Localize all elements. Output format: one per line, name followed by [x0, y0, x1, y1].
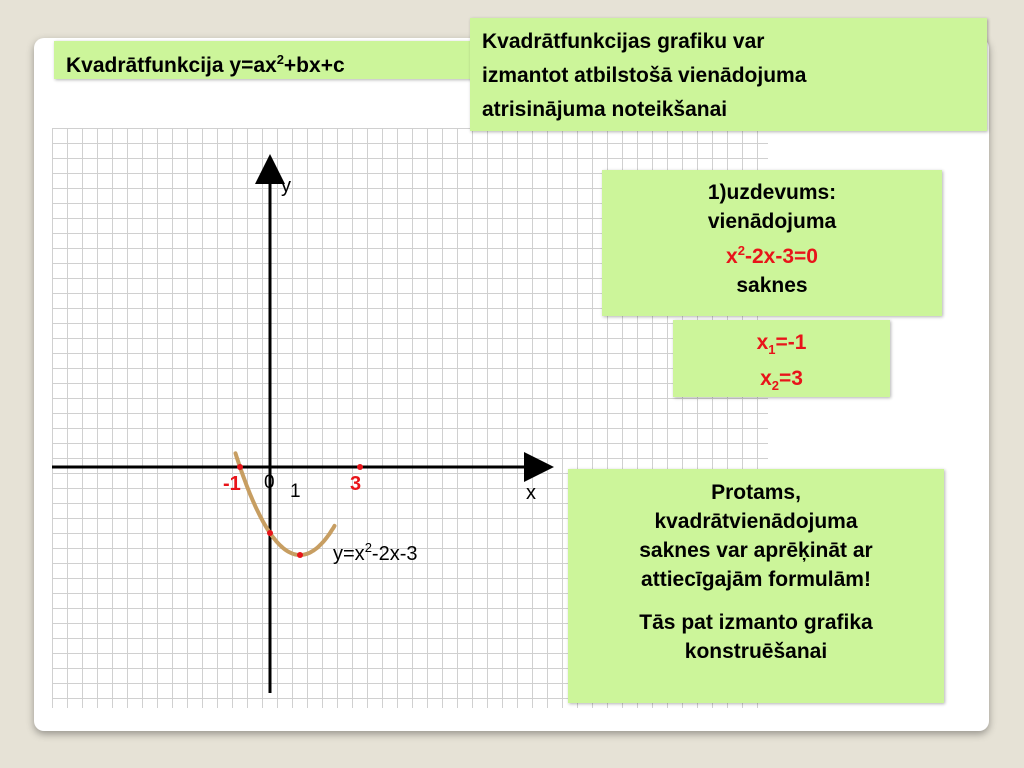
y-axis-label: y	[281, 175, 291, 197]
conclusion-paragraph-2: Tās pat izmanto grafika konstruēšanai	[639, 611, 873, 663]
parabola-curve	[236, 453, 335, 555]
info-line: izmantot atbilstošā vienādojuma	[482, 64, 807, 87]
slide-title: Kvadrātfunkcija $y=ax^2+bx+c$	[54, 41, 474, 79]
task-line: vienādojuma	[707, 210, 837, 233]
task-heading: 1)uzdevums:	[707, 181, 837, 204]
root-right-label: 3	[350, 473, 362, 495]
root-x2: $x_2=3$	[760, 367, 803, 394]
root-left-label: -1	[223, 473, 241, 495]
conclusion-paragraph-1: Protams, kvadrātvienādojuma saknes var aprēķināt ar attiecīgajām formulām!	[639, 481, 873, 591]
conclusion-box	[568, 469, 944, 703]
info-box	[470, 18, 987, 131]
origin-label: 0	[264, 472, 275, 493]
info-line: atrisinājuma noteikšanai	[482, 98, 728, 121]
graph-point	[357, 464, 363, 470]
x-axis-label: x	[526, 482, 536, 504]
roots-box	[673, 320, 890, 397]
task-line: saknes	[736, 274, 808, 297]
task-equation: $x^2-2x-3=0$	[726, 243, 818, 268]
graph-point	[267, 530, 273, 536]
info-line: Kvadrātfunkcijas grafiku var	[482, 30, 765, 53]
graph-point	[237, 464, 243, 470]
graph-point	[297, 552, 303, 558]
unit-label: 1	[290, 481, 301, 502]
task-box	[602, 170, 942, 316]
root-x1: $x_1=-1$	[756, 331, 807, 358]
function-label: $y=x^2-2x-3$	[333, 540, 418, 565]
